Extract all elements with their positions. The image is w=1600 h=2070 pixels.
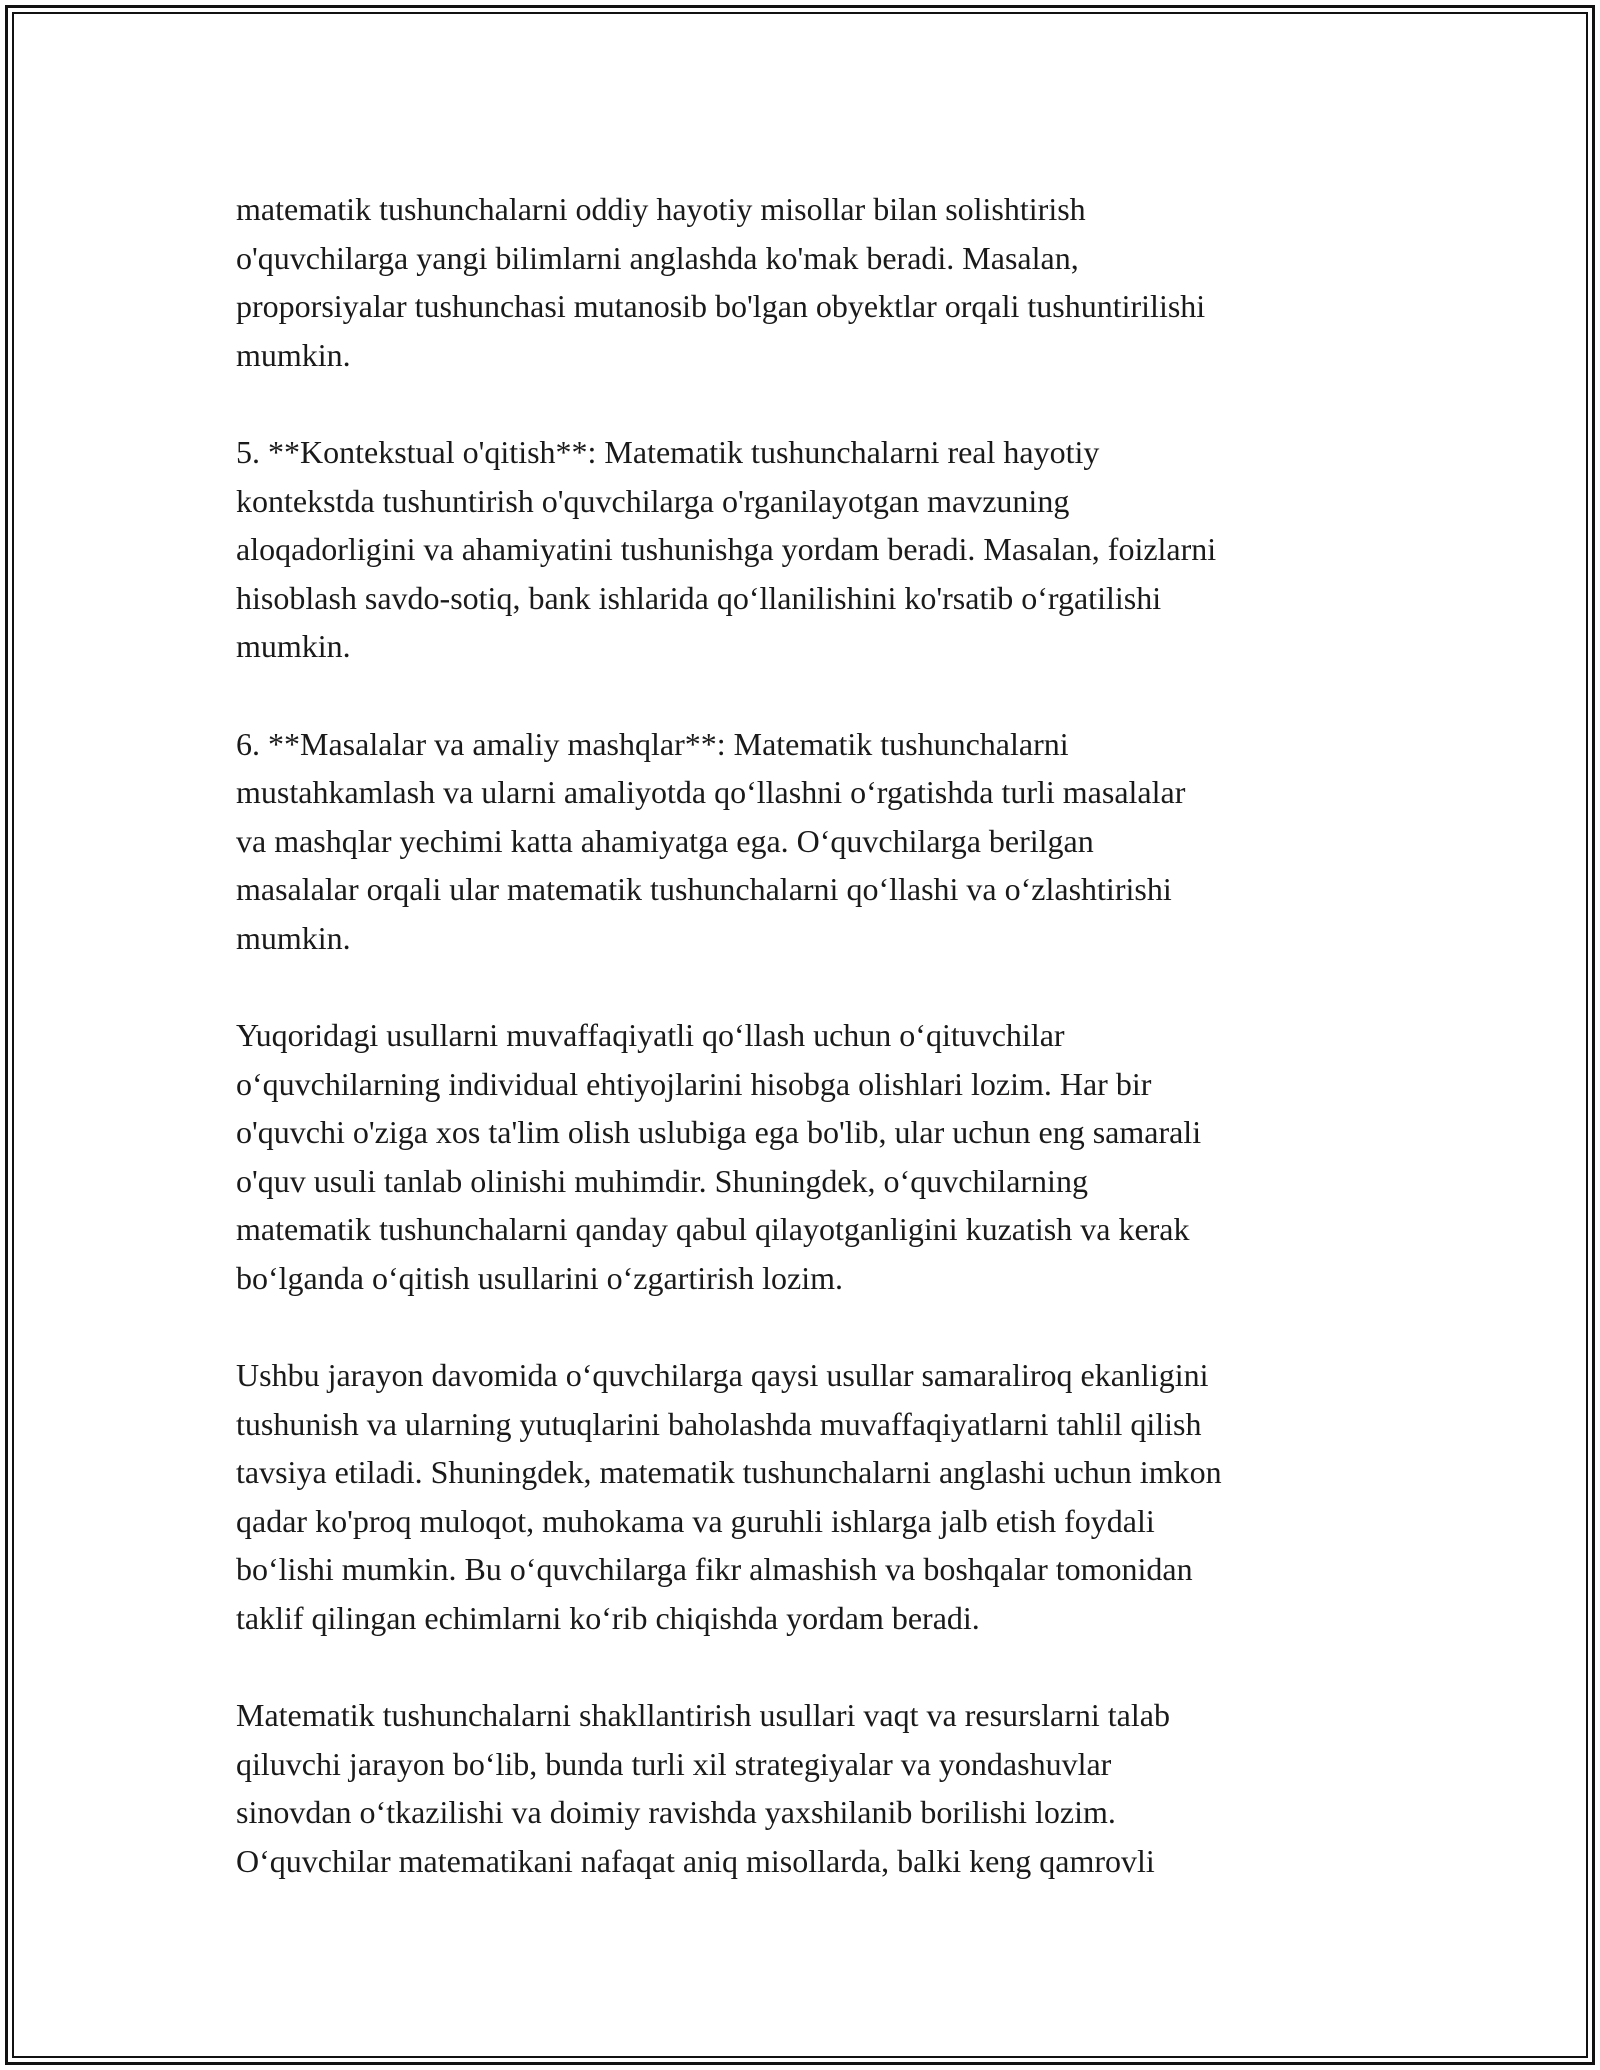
text-line: mumkin. <box>236 336 351 373</box>
paragraph-evaluation-discussion <box>236 1351 1386 1642</box>
paragraph-individual-needs <box>236 1011 1386 1302</box>
text-line: mumkin. <box>236 919 351 956</box>
text-line: taklif qilingan echimlarni ko‘rib chiqishda yordam beradi. <box>236 1599 980 1636</box>
text-line: o'quvchi o'ziga xos ta'lim olish uslubiga ega bo'lib, ular uchun eng samarali <box>236 1114 1202 1150</box>
text-line: matematik tushunchalarni oddiy hayotiy misollar bilan solishtirish <box>236 191 1086 227</box>
text-line: bo‘lganda o‘qitish usullarini o‘zgartirish lozim. <box>236 1259 843 1296</box>
text-line: tushunish va ularning yutuqlarini baholashda muvaffaqiyatlarni tahlil qilish <box>236 1405 1202 1442</box>
text-line: Yuqoridagi usullarni muvaffaqiyatli qo‘llash uchun o‘qituvchilar <box>236 1017 1065 1053</box>
text-line: o'quvchilarga yangi bilimlarni anglashda ko'mak beradi. Masalan, <box>236 239 1079 276</box>
text-line: hisoblash savdo-sotiq, bank ishlarida qo‘llanilishini ko'rsatib o‘rgatilishi <box>236 579 1162 616</box>
text-line: va mashqlar yechimi katta ahamiyatga ega. O‘quvchilarga berilgan <box>236 822 1094 859</box>
text-line: proporsiyalar tushunchasi mutanosib bo'lgan obyektlar orqali tushuntirilishi <box>236 288 1206 324</box>
text-line: mumkin. <box>236 628 351 664</box>
document-body <box>236 185 1386 1934</box>
paragraph-similarity-examples <box>236 185 1386 379</box>
text-line: matematik tushunchalarni qanday qabul qilayotganligini kuzatish va kerak <box>236 1211 1190 1247</box>
text-line: 5. **Kontekstual o'qitish**: Matematik tushunchalarni real hayotiy <box>236 434 1100 470</box>
text-line: aloqadorligini va ahamiyatini tushunishga yordam beradi. Masalan, foizlarni <box>236 531 1217 567</box>
text-line: qadar ko'proq muloqot, muhokama va guruhli ishlarga jalb etish foydali <box>236 1502 1155 1539</box>
text-line: kontekstda tushuntirish o'quvchilarga o'rganilayotgan mavzuning <box>236 482 1070 519</box>
paragraph-strategies <box>236 1691 1386 1885</box>
text-line: sinovdan o‘tkazilishi va doimiy ravishda yaxshilanib borilishi lozim. <box>236 1794 1116 1830</box>
text-line: qiluvchi jarayon bo‘lib, bunda turli xil strategiyalar va yondashuvlar <box>236 1745 1112 1782</box>
text-line: masalalar orqali ular matematik tushunchalarni qo‘llashi va o‘zlashtirishi <box>236 871 1172 907</box>
text-line: 6. **Masalalar va amaliy mashqlar**: Matematik tushunchalarni <box>236 725 1069 762</box>
paragraph-problems-exercises <box>236 720 1386 963</box>
text-line: bo‘lishi mumkin. Bu o‘quvchilarga fikr almashish va boshqalar tomonidan <box>236 1551 1193 1587</box>
text-line: o'quv usuli tanlab olinishi muhimdir. Shuningdek, o‘quvchilarning <box>236 1162 1088 1199</box>
text-line: o‘quvchilarning individual ehtiyojlarini hisobga olishlari lozim. Har bir <box>236 1065 1152 1102</box>
text-line: O‘quvchilar matematikani nafaqat aniq misollarda, balki keng qamrovli <box>236 1842 1155 1879</box>
text-line: tavsiya etiladi. Shuningdek, matematik tushunchalarni anglashi uchun imkon <box>236 1454 1222 1490</box>
text-line: Matematik tushunchalarni shakllantirish usullari vaqt va resurslarni talab <box>236 1697 1170 1733</box>
paragraph-contextual-teaching <box>236 428 1386 671</box>
text-line: Ushbu jarayon davomida o‘quvchilarga qaysi usullar samaraliroq ekanligini <box>236 1357 1209 1393</box>
text-line: mustahkamlash va ularni amaliyotda qo‘llashni o‘rgatishda turli masalalar <box>236 774 1186 810</box>
